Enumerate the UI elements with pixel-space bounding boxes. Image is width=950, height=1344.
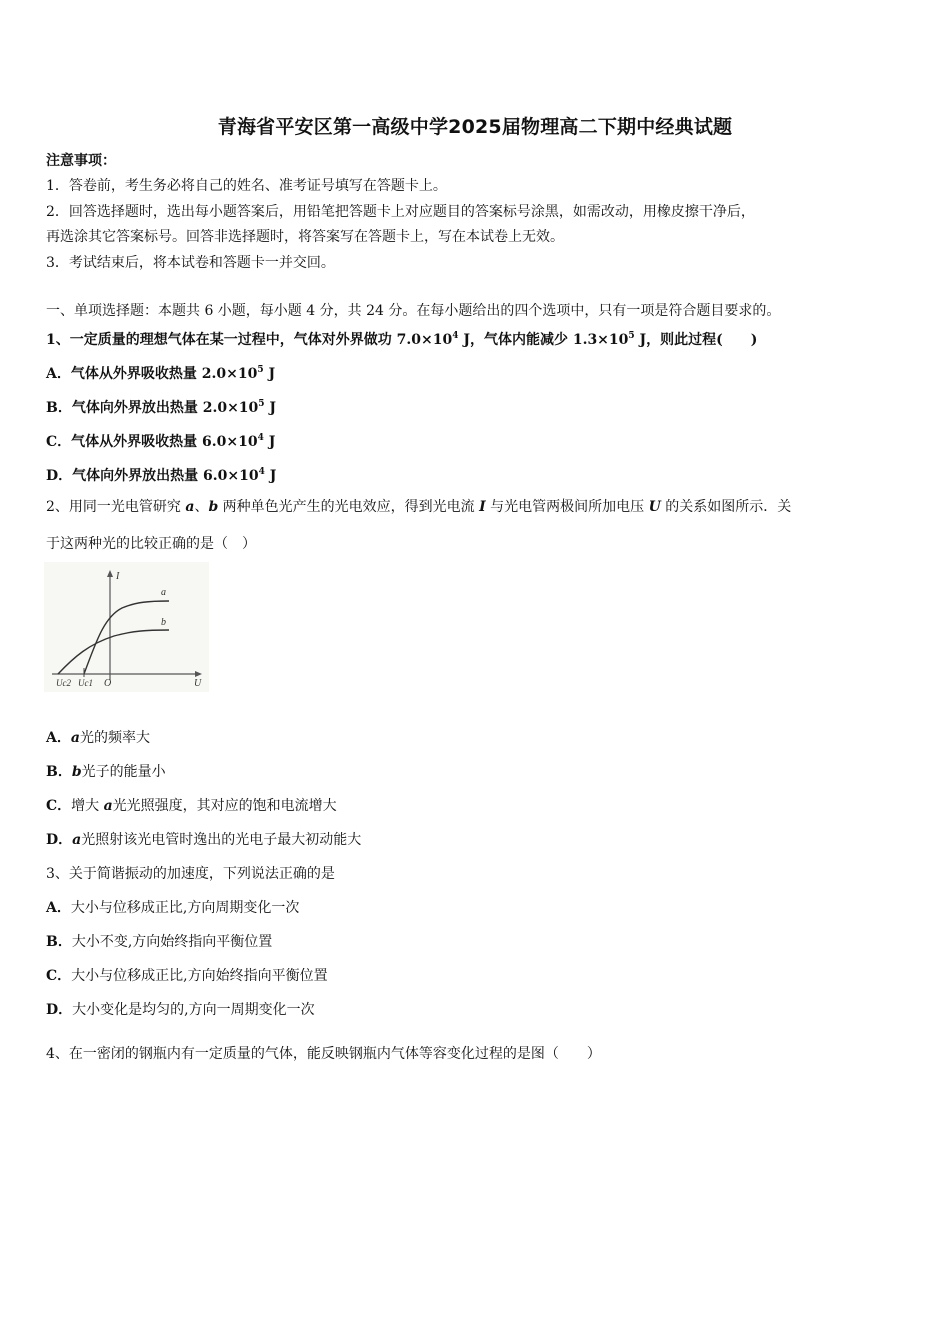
question-3-option-a[interactable]: A．大小与位移成正比,方向周期变化一次	[46, 900, 300, 916]
question-3-option-c[interactable]: C．大小与位移成正比,方向始终指向平衡位置	[46, 968, 328, 984]
page-title: 青海省平安区第一高级中学2025届物理高二下期中经典试题	[217, 116, 733, 138]
label-uc1: Uc1	[78, 678, 93, 688]
question-3-option-d[interactable]: D．大小变化是均匀的,方向一周期变化一次	[46, 1002, 315, 1018]
label-i: I	[116, 571, 120, 582]
notice-item-1: 1．答卷前，考生务必将自己的姓名、准考证号填写在答题卡上。	[46, 178, 447, 194]
question-2-stem-line-2: 于这两种光的比较正确的是（ ）	[46, 536, 256, 552]
question-1-option-d[interactable]: D．气体向外界放出热量 $6.0\times 10^4$ J	[46, 467, 277, 484]
notice-item-3: 3．考试结束后，将本试卷和答题卡一并交回。	[46, 255, 335, 271]
label-curve-a: a	[161, 587, 166, 598]
question-2-option-a[interactable]: A．a光的频率大	[46, 730, 150, 746]
question-2-option-d[interactable]: D．a光照射该光电管时逸出的光电子最大初动能大	[46, 832, 362, 848]
question-1-option-a[interactable]: A．气体从外界吸收热量 $2.0\times 10^5$ J	[46, 365, 276, 382]
question-1-option-c[interactable]: C．气体从外界吸收热量 $6.0\times 10^4$ J	[46, 433, 276, 450]
notice-item-2-cont: 再选涂其它答案标号。回答非选择题时，将答案写在答题卡上，写在本试卷上无效。	[46, 229, 564, 245]
question-3-stem: 3、关于简谐振动的加速度，下列说法正确的是	[46, 866, 335, 882]
photoelectric-iu-graph	[44, 562, 209, 692]
notice-heading: 注意事项：	[46, 153, 116, 169]
section-heading: 一、单项选择题：本题共 6 小题，每小题 4 分，共 24 分。在每小题给出的四个选项中，只有一项是符合题目要求的。	[46, 303, 781, 319]
question-2-stem-line-1: 2、用同一光电管研究 a、b 两种单色光产生的光电效应，得到光电流 I 与光电管两极间所加电压 U 的关系如图所示．关	[46, 499, 792, 515]
question-2-option-c[interactable]: C．增大 a光光照强度，其对应的饱和电流增大	[46, 798, 337, 814]
figure-background	[44, 562, 209, 692]
question-1-option-b[interactable]: B．气体向外界放出热量 $2.0\times 10^5$ J	[46, 399, 277, 416]
label-curve-b: b	[161, 617, 166, 628]
question-4-stem: 4、在一密闭的钢瓶内有一定质量的气体，能反映钢瓶内气体等容变化过程的是图（ ）	[46, 1046, 601, 1062]
question-3-option-b[interactable]: B．大小不变,方向始终指向平衡位置	[46, 934, 273, 950]
question-1-stem: 1、一定质量的理想气体在某一过程中，气体对外界做功 $7.0\times 10^4$ J，气体内能减少 $1.3\times 10^5$ J，则此过程( )	[46, 331, 758, 348]
label-u: U	[194, 678, 202, 689]
notice-item-2: 2．回答选择题时，选出每小题答案后，用铅笔把答题卡上对应题目的答案标号涂黑，如需改动，用橡皮擦干净后，	[46, 204, 755, 220]
question-2-option-b[interactable]: B．b光子的能量小	[46, 764, 166, 780]
label-uc2: Uc2	[56, 678, 71, 688]
label-origin: O	[104, 678, 112, 689]
